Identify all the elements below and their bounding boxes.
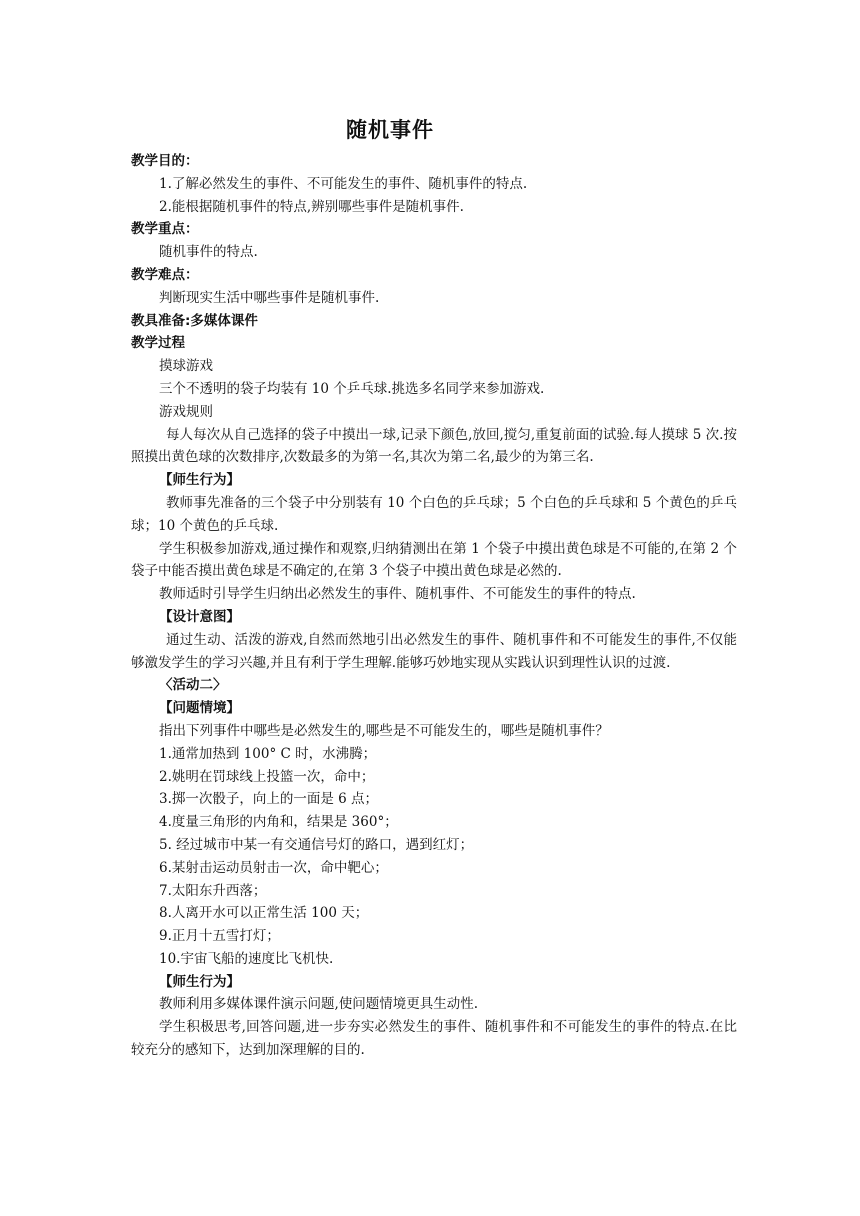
document-body [131,150,737,1062]
teacher-demo-text: 教师利用多媒体课件演示问题,使问题情境更具生动性. [159,996,479,1013]
objectives-heading: 教学目的： [131,153,199,169]
problem-item: 5. 经过城市中某一有交通信号灯的路口，遇到红灯； [159,836,474,853]
student-activity-text: 学生积极参加游戏,通过操作和观察,归纳猜测出在第 1 个袋子中摸出黄色球是不可能的,在第 2 个袋子中能否摸出黄色球是不确定的,在第 3 个袋子中摸出黄色球是必然的. [131,540,737,580]
problem-label: 【问题情境】 [159,700,240,717]
problem-intro: 指出下列事件中哪些是必然发生的,哪些是不可能发生的，哪些是随机事件？ [159,722,609,739]
problem-item: 4.度量三角形的内角和，结果是 360°； [159,814,398,831]
process-heading: 教学过程 [131,335,185,352]
student-think-text: 学生积极思考,回答问题,进一步夯实必然发生的事件、随机事件和不可能发生的事件的特点.在比较充分的感知下，达到加深理解的目的. [131,1019,737,1059]
teacher-student-label: 【师生行为】 [159,973,240,990]
key-point-text: 随机事件的特点. [159,244,258,261]
difficulty-heading: 教学难点： [131,266,199,283]
teacher-student-label: 【师生行为】 [159,472,240,489]
rules-text: 每人每次从自己选择的袋子中摸出一球,记录下颜色,放回,搅匀,重复前面的试验.每人摸球 5 次.按照摸出黄色球的次数排序,次数最多的为第一名,其次为第二名,最少的为第三名. [131,426,737,466]
objective-item: 1.了解必然发生的事件、不可能发生的事件、随机事件的特点. [159,175,528,192]
problem-item: 7.太阳东升西落； [159,882,267,899]
game-name: 摸球游戏 [159,358,213,375]
game-setup: 三个不透明的袋子均装有 10 个乒乓球.挑选多名同学来参加游戏. [159,380,545,397]
problem-item: 10.宇宙飞船的速度比飞机快. [159,950,334,967]
design-label: 【设计意图】 [159,608,240,625]
activity2-label: 〈活动二〉 [159,677,227,694]
materials-heading: 教具准备:多媒体课件 [131,312,258,329]
problem-item: 8.人离开水可以正常生活 100 天； [159,905,369,922]
teacher-prep-text: 教师事先准备的三个袋子中分别装有 10 个白色的乒乓球；5 个白色的乒乓球和 5 个黄色的乒乓球；10 个黄色的乒乓球. [131,494,737,534]
difficulty-text: 判断现实生活中哪些事件是随机事件. [159,289,380,306]
key-point-heading: 教学重点： [131,221,199,238]
teacher-guide-text: 教师适时引导学生归纳出必然发生的事件、随机事件、不可能发生的事件的特点. [159,586,636,603]
document-title: 随机事件 [346,118,434,142]
design-text: 通过生动、活泼的游戏,自然而然地引出必然发生的事件、随机事件和不可能发生的事件,不仅能够激发学生的学习兴趣,并且有利于学生理解.能够巧妙地实现从实践认识到理性认识的过渡. [131,631,737,671]
rules-label: 游戏规则 [159,403,213,420]
objective-item: 2.能根据随机事件的特点,辨别哪些事件是随机事件. [159,198,464,215]
problem-item: 2.姚明在罚球线上投篮一次，命中； [159,768,375,785]
problem-item: 9.正月十五雪打灯； [159,928,280,945]
problem-item: 1.通常加热到 100° C 时，水沸腾； [159,745,377,762]
problem-item: 3.掷一次骰子，向上的一面是 6 点； [159,791,379,808]
problem-item: 6.某射击运动员射击一次，命中靶心； [159,859,388,876]
